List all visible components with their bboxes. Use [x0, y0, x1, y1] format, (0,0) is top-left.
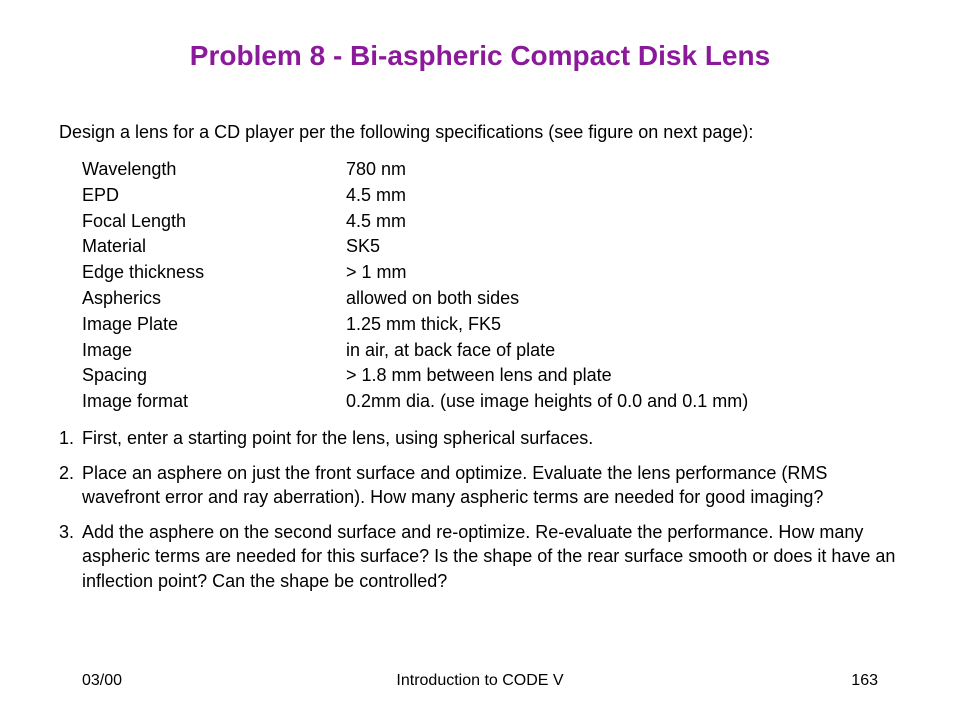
step-item: [59, 520, 909, 594]
spec-label: Image: [82, 339, 133, 360]
spec-value: allowed on both sides: [346, 287, 520, 308]
step-number: 1.: [59, 428, 75, 448]
spec-label: EPD: [82, 184, 120, 205]
spec-list: [82, 157, 748, 415]
spec-value: 4.5 mm: [346, 210, 407, 231]
page-title: Problem 8 - Bi-aspheric Compact Disk Lens: [189, 40, 771, 71]
step-number: 3.: [59, 521, 75, 542]
step-text: Add the asphere on the second surface and re-optimize. Re-evaluate the performance. How many aspheric terms are needed for this surface? Is the shape of the rear surface smooth or does it have an inflection point? Can the shape be controlled?: [82, 521, 896, 591]
spec-label: Edge thickness: [82, 262, 205, 283]
step-text: First, enter a starting point for the lens, using spherical surfaces.: [82, 428, 594, 448]
step-item: [59, 426, 909, 451]
spec-value: > 1 mm: [346, 262, 407, 283]
spec-row: [82, 312, 748, 338]
step-item: [59, 461, 909, 510]
step-list: [59, 426, 909, 603]
spec-label: Focal Length: [82, 210, 187, 231]
spec-row: [82, 389, 748, 415]
spec-value: in air, at back face of plate: [346, 339, 556, 360]
spec-value: SK5: [346, 236, 381, 257]
spec-label: Aspherics: [82, 287, 162, 308]
footer-course: Introduction to CODE V: [396, 672, 564, 689]
spec-value: > 1.8 mm between lens and plate: [346, 365, 612, 386]
spec-value: 0.2mm dia. (use image heights of 0.0 and 0.1 mm): [346, 391, 749, 412]
spec-label: Material: [82, 236, 147, 257]
spec-label: Image Plate: [82, 313, 179, 334]
spec-value: 780 nm: [346, 159, 407, 179]
spec-label: Image format: [82, 391, 189, 412]
step-number: 2.: [59, 462, 75, 483]
spec-row: [82, 183, 748, 209]
spec-value: 4.5 mm: [346, 184, 407, 205]
footer-date: 03/00: [82, 672, 123, 689]
spec-row: [82, 209, 748, 235]
spec-value: 1.25 mm thick, FK5: [346, 313, 502, 334]
spec-row: [82, 338, 748, 364]
spec-label: Wavelength: [82, 159, 177, 179]
spec-row: [82, 157, 748, 183]
spec-row: [82, 363, 748, 389]
intro-text: Design a lens for a CD player per the following specifications (see figure on next page):: [59, 122, 754, 142]
footer-page-number: 163: [851, 672, 878, 689]
spec-row: [82, 234, 748, 260]
spec-row: [82, 286, 748, 312]
step-text: Place an asphere on just the front surface and optimize. Evaluate the lens performance (RMS wavefront error and ray aberration). How many aspheric terms are needed for good imaging?: [82, 462, 828, 507]
spec-label: Spacing: [82, 365, 148, 386]
spec-row: [82, 260, 748, 286]
